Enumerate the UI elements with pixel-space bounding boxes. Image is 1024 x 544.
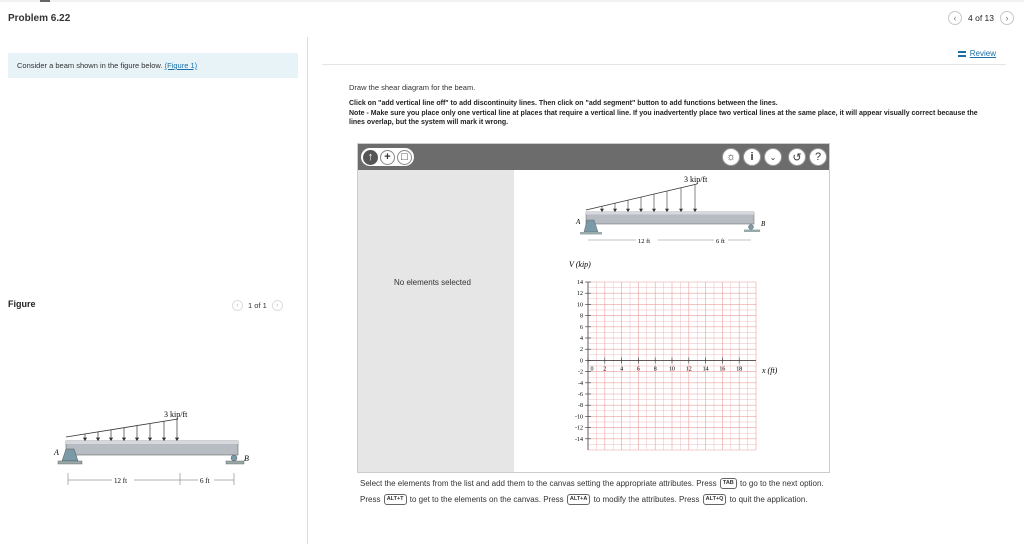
support-a-label: A xyxy=(54,448,59,457)
x-tick-label: 18 xyxy=(736,366,743,373)
figure-link[interactable]: (Figure 1) xyxy=(164,61,198,70)
y-tick-label: 0 xyxy=(580,358,583,365)
kbd-tab: TAB xyxy=(720,478,737,489)
problem-statement xyxy=(8,53,298,78)
kbd-alt-q: ALT+Q xyxy=(703,494,727,505)
x-tick-label: 8 xyxy=(653,366,657,373)
y-tick-label: -10 xyxy=(575,414,583,421)
instruction-bold xyxy=(349,99,989,128)
right-top-border xyxy=(322,64,1006,65)
help-text-5: to quit the application. xyxy=(729,495,808,504)
y-tick-label: 10 xyxy=(577,302,583,309)
figure-prev-icon[interactable]: ‹ xyxy=(232,300,243,311)
consider-text: Consider a beam shown in the figure below. xyxy=(17,61,163,70)
x-tick-label: 10 xyxy=(669,366,675,373)
canvas-load-arrows xyxy=(601,185,697,212)
support-b-label: B xyxy=(244,454,249,463)
toolbar xyxy=(358,144,829,170)
problem-pager xyxy=(948,11,1014,25)
figure-label: Figure xyxy=(8,299,36,309)
figure-page-indicator: 1 of 1 xyxy=(248,301,267,310)
x-tick-label: 2 xyxy=(603,366,607,373)
hint-icon[interactable]: ☼ xyxy=(722,148,740,166)
list-icon xyxy=(958,51,966,57)
review-link[interactable] xyxy=(958,49,996,58)
top-border xyxy=(0,0,1024,2)
x-axis-label: x (ft) xyxy=(762,366,778,375)
x-tick-label: 14 xyxy=(702,366,709,373)
beam-figure xyxy=(50,405,260,495)
canvas-svg xyxy=(514,170,829,472)
y-tick-label: 2 xyxy=(580,347,583,354)
dim-12ft: 12 ft xyxy=(114,477,128,485)
element-sidebar xyxy=(358,170,514,472)
x-tick-label: 0 xyxy=(590,366,594,373)
y-tick-label: -12 xyxy=(575,425,583,432)
kbd-alt-t: ALT+T xyxy=(384,494,407,505)
top-tick xyxy=(40,0,50,2)
y-tick-label: 4 xyxy=(580,336,583,342)
y-tick-label: -6 xyxy=(578,392,583,398)
add-segment-tool-icon[interactable]: + xyxy=(380,150,395,165)
kbd-alt-a: ALT+A xyxy=(567,494,590,505)
y-tick-label: 12 xyxy=(577,291,583,298)
help-icon[interactable]: ? xyxy=(809,148,827,166)
load-label: 3 kip/ft xyxy=(164,410,188,419)
help-text-4: to modify the attributes. Press xyxy=(593,495,700,504)
y-tick-label: 14 xyxy=(577,280,583,286)
vertical-line-tool-icon[interactable]: ↑ xyxy=(363,150,378,165)
load-arrows xyxy=(84,419,179,441)
canvas-load-label: 3 kip/ft xyxy=(684,175,708,184)
toolbar-left-group xyxy=(361,148,414,166)
help-text-1: Select the elements from the list and add them to the canvas setting the appropriate attributes. Press xyxy=(360,479,717,488)
canvas-dim-6ft: 6 ft xyxy=(716,238,725,245)
v-axis-label: V (kip) xyxy=(569,260,591,269)
drawing-canvas[interactable] xyxy=(514,170,829,472)
instruction-line-2: Note - Make sure you place only one vertical line at places that require a vertical line. If you inadvertently place two vertical lines at the same place, it will appear visually correct because the lines overlap, but the system will mark it wrong. xyxy=(349,109,978,126)
x-tick-label: 6 xyxy=(636,366,640,373)
instruction-line-1: Click on "add vertical line off" to add discontinuity lines. Then click on "add segment" button to add functions between the lines. xyxy=(349,100,778,107)
info-icon[interactable]: i xyxy=(743,148,761,166)
y-tick-label: -4 xyxy=(578,380,583,387)
review-label: Review xyxy=(969,49,996,58)
problem-title: Problem 6.22 xyxy=(8,13,71,24)
accessibility-instructions xyxy=(360,476,835,508)
instruction: Draw the shear diagram for the beam. xyxy=(349,83,476,92)
y-tick-label: -14 xyxy=(575,436,583,443)
drawing-tool xyxy=(357,143,830,473)
help-text-3: to get to the elements on the canvas. Press xyxy=(409,495,564,504)
y-tick-label: 6 xyxy=(580,324,583,331)
dim-6ft: 6 ft xyxy=(200,477,210,485)
chevron-right-icon[interactable]: › xyxy=(1000,11,1014,25)
y-tick-label: -2 xyxy=(578,369,583,376)
y-tick-label: -8 xyxy=(578,403,583,410)
canvas-support-a: A xyxy=(576,218,581,226)
help-text-2: to go to the next option. Press xyxy=(360,479,824,504)
reset-icon[interactable]: ↺ xyxy=(788,148,806,166)
figure-next-icon[interactable]: › xyxy=(272,300,283,311)
x-tick-label: 12 xyxy=(685,366,692,373)
x-tick-label: 16 xyxy=(719,366,726,373)
figure-pager xyxy=(232,300,283,311)
x-tick-label: 4 xyxy=(620,366,624,373)
roller-support-b xyxy=(231,455,237,461)
no-elements-text: No elements selected xyxy=(394,278,471,287)
dropdown-icon[interactable]: ⌄ xyxy=(764,148,782,166)
panel-divider xyxy=(307,37,308,544)
y-tick-label: 8 xyxy=(580,313,583,320)
canvas-support-b: B xyxy=(761,220,766,228)
delete-tool-icon[interactable]: □ xyxy=(397,150,412,165)
chevron-left-icon[interactable]: ‹ xyxy=(948,11,962,25)
axis-ticks xyxy=(575,280,756,450)
page-indicator: 4 of 13 xyxy=(968,13,994,23)
canvas-dim-12ft: 12 ft xyxy=(638,238,651,245)
